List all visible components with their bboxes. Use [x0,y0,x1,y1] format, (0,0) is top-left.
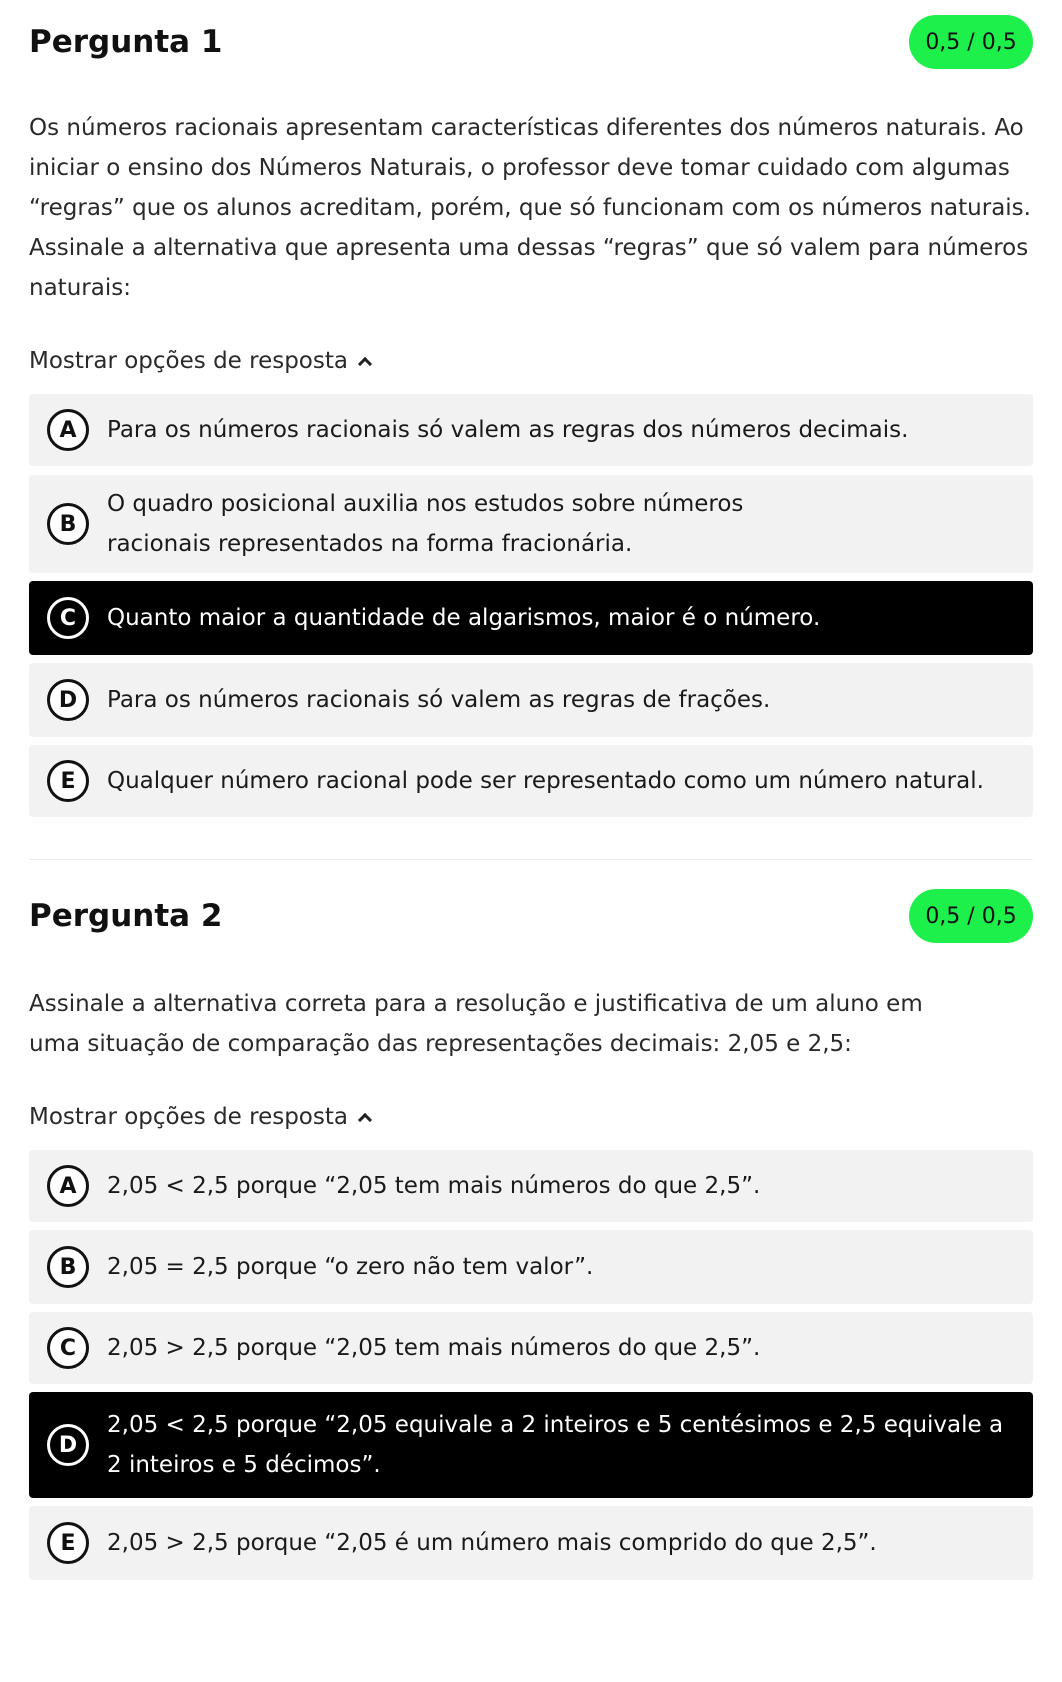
option-d[interactable] [29,663,1033,737]
option-text: Quanto maior a quantidade de algarismos, maior é o número. [107,605,821,631]
option-a[interactable] [29,1150,1033,1222]
question-2 [29,860,1033,1580]
option-e[interactable] [29,1506,1033,1580]
score-badge: 0,5 / 0,5 [909,889,1033,943]
question-text: Os números racionais apresentam características diferentes dos números naturais. Ao iniciar o ensino dos Números Naturais, o professor deve tomar cuidado com algumas “regras” que os alunos acreditam, porém, que só funcionam com os números naturais. Assinale a alternativa que apresenta uma dessas “regras” que só valem para números naturais: [29,115,1031,301]
option-a[interactable] [29,394,1033,466]
letter-b-icon: B [47,503,89,545]
letter-e-icon: E [47,760,89,802]
option-text: 2,05 < 2,5 porque “2,05 equivale a 2 inteiros e 5 centésimos e 2,5 equivale a 2 inteiros e 5 décimos”. [107,1412,1004,1478]
show-options-toggle[interactable] [29,348,1033,374]
question-text: Assinale a alternativa correta para a resolução e justificativa de um aluno em uma situação de comparação das representações decimais: 2,05 e 2,5: [29,991,923,1057]
options-list [29,394,1033,817]
question-header [29,14,1033,70]
question-1 [29,0,1033,817]
option-text: 2,05 > 2,5 porque “2,05 tem mais números do que 2,5”. [107,1335,761,1361]
letter-e-icon: E [47,1522,89,1564]
option-c[interactable] [29,1312,1033,1384]
option-text: 2,05 > 2,5 porque “2,05 é um número mais comprido do que 2,5”. [107,1530,877,1556]
option-b[interactable] [29,475,1033,573]
option-text: Para os números racionais só valem as regras dos números decimais. [107,417,909,443]
letter-d-icon: D [47,1424,89,1466]
toggle-label: Mostrar opções de resposta [29,1104,348,1130]
option-text: 2,05 = 2,5 porque “o zero não tem valor”. [107,1254,594,1280]
option-text: O quadro posicional auxilia nos estudos sobre números racionais representados na forma fracionária. [107,491,744,557]
option-e[interactable] [29,745,1033,817]
option-d[interactable] [29,1392,1033,1498]
question-title: Pergunta 1 [29,24,223,60]
option-text: 2,05 < 2,5 porque “2,05 tem mais números do que 2,5”. [107,1173,761,1199]
toggle-label: Mostrar opções de resposta [29,348,348,374]
option-text: Para os números racionais só valem as regras de frações. [107,687,771,713]
letter-b-icon: B [47,1246,89,1288]
question-title: Pergunta 2 [29,898,223,934]
letter-c-icon: C [47,597,89,639]
option-text: Qualquer número racional pode ser representado como um número natural. [107,768,984,794]
letter-c-icon: C [47,1327,89,1369]
score-badge: 0,5 / 0,5 [909,15,1033,69]
options-list [29,1150,1033,1580]
letter-d-icon: D [47,679,89,721]
chevron-up-icon [358,357,372,371]
show-options-toggle[interactable] [29,1104,1033,1130]
question-header [29,888,1033,944]
chevron-up-icon [358,1113,372,1127]
option-c[interactable] [29,581,1033,655]
letter-a-icon: A [47,409,89,451]
letter-a-icon: A [47,1165,89,1207]
option-b[interactable] [29,1230,1033,1304]
